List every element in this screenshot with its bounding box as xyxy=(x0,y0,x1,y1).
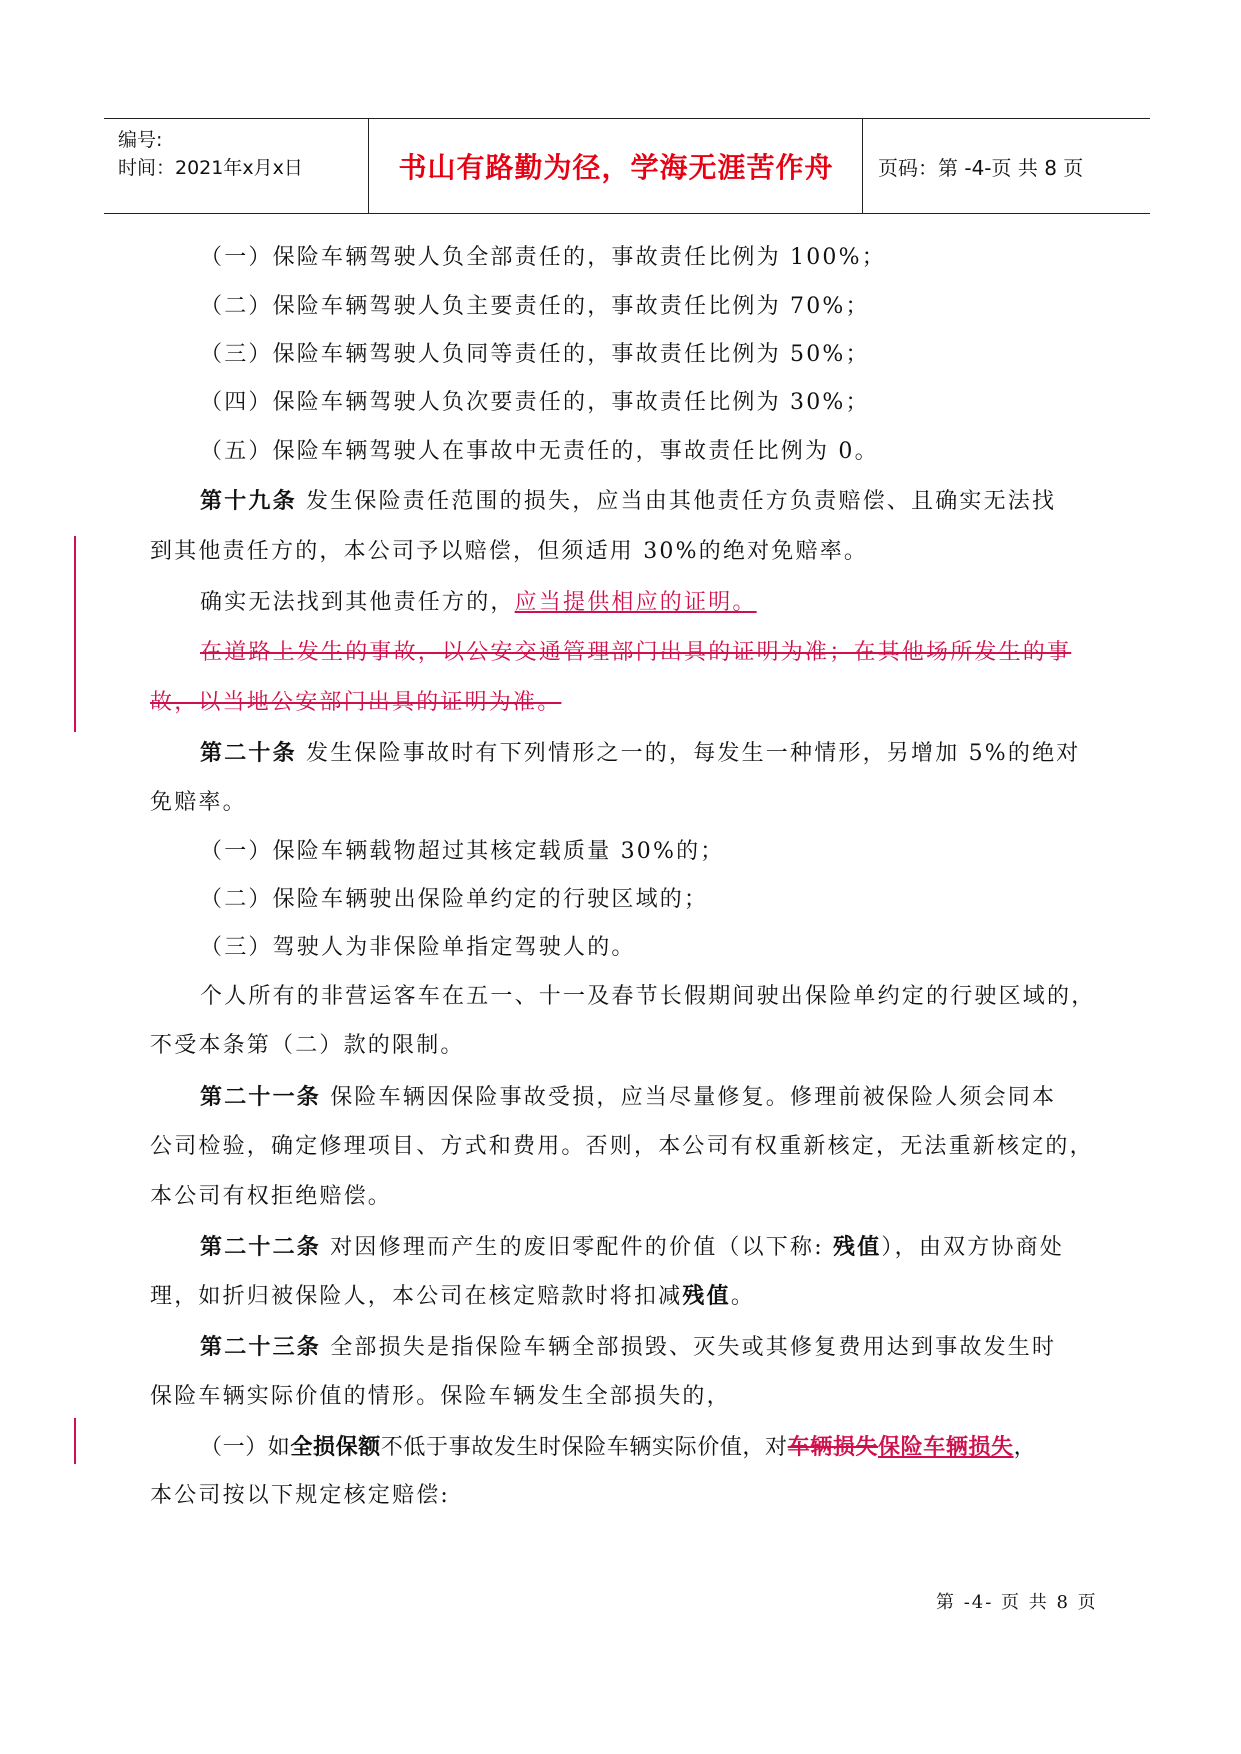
article-text: 不低于事故发生时保险车辆实际价值，对 xyxy=(380,1435,788,1460)
article-title: 第二十二条 xyxy=(200,1234,322,1260)
deleted-line xyxy=(200,638,1150,668)
article-text: 。 xyxy=(730,1284,756,1309)
article-23-paragraph xyxy=(200,1332,1150,1363)
article-20-note: 个人所有的非营运客车在五一、十一及春节长假期间驶出保险单约定的行驶区域的， xyxy=(200,984,1096,1009)
term-bold: 残值 xyxy=(682,1283,731,1309)
article-20-paragraph xyxy=(200,738,1150,769)
article-title: 第二十一条 xyxy=(200,1084,322,1110)
clause-item: （五）保险车辆驾驶人在事故中无责任的，事故责任比例为 0。 xyxy=(200,439,879,464)
term-bold: 残值 xyxy=(833,1234,882,1260)
header-page-cell xyxy=(864,119,1150,213)
inserted-text: 保险车辆损失 xyxy=(878,1434,1014,1460)
header-motto-cell xyxy=(370,119,863,213)
document-number-label: 编号: xyxy=(118,129,163,151)
deleted-text: 在道路上发生的事故，以公安交通管理部门出具的证明为准；在其他场所发生的事 xyxy=(200,640,1072,665)
note-text: 确实无法找到其他责任方的， xyxy=(200,590,515,615)
inserted-text: 应当提供相应的证明。 xyxy=(514,590,757,615)
header-page-label: 页码：第 -4-页 共 8 页 xyxy=(878,155,1084,180)
article-text: 全部损失是指保险车辆全部损毁、灭失或其修复费用达到事故发生时 xyxy=(321,1335,1057,1360)
article-title: 第二十条 xyxy=(200,740,297,766)
article-20-line: 免赔率。 xyxy=(150,790,247,815)
article-20-note: 不受本条第（二）款的限制。 xyxy=(150,1033,465,1058)
article-21-paragraph xyxy=(200,1082,1150,1113)
article-text: 理，如折归被保险人，本公司在核定赔款时将扣减 xyxy=(150,1284,683,1309)
article-19-note xyxy=(200,588,1150,618)
article-text: 发生保险事故时有下列情形之一的，每发生一种情形，另增加 5%的绝对 xyxy=(296,741,1081,766)
article-text: （一）如 xyxy=(200,1435,291,1460)
article-19-line: 到其他责任方的，本公司予以赔偿，但须适用 30%的绝对免赔率。 xyxy=(150,539,869,564)
article-title: 第二十三条 xyxy=(200,1334,322,1360)
article-text: ），由双方协商处 xyxy=(881,1235,1065,1260)
deleted-text: 故，以当地公安部门出具的证明为准。 xyxy=(150,690,562,715)
clause-item: （二）保险车辆驶出保险单约定的行驶区域的； xyxy=(200,887,709,912)
term-bold: 全损保额 xyxy=(290,1434,381,1460)
clause-item: （四）保险车辆驾驶人负次要责任的，事故责任比例为 30%； xyxy=(200,390,870,415)
article-19-paragraph xyxy=(200,486,1150,517)
revision-change-bar xyxy=(74,536,76,732)
article-23-line: 保险车辆实际价值的情形。保险车辆发生全部损失的， xyxy=(150,1384,731,1409)
deleted-text: 车辆损失 xyxy=(787,1434,879,1460)
page-header xyxy=(104,118,1150,214)
motto-text: 书山有路勤为径，学海无涯苦作舟 xyxy=(398,151,834,184)
clause-item: （一）保险车辆载物超过其核定载质量 30%的； xyxy=(200,839,725,864)
document-time-label: 时间：2021年x月x日 xyxy=(118,157,303,179)
article-21-line: 公司检验，确定修理项目、方式和费用。否则，本公司有权重新核定，无法重新核定的， xyxy=(150,1134,1094,1159)
article-23-item xyxy=(200,1432,1150,1463)
article-text: 保险车辆因保险事故受损，应当尽量修复。修理前被保险人须会同本 xyxy=(321,1085,1057,1110)
deleted-line xyxy=(150,688,1100,718)
clause-item: （二）保险车辆驾驶人负主要责任的，事故责任比例为 70%； xyxy=(200,294,870,319)
clause-item: （三）驾驶人为非保险单指定驾驶人的。 xyxy=(200,935,636,960)
clause-item: （一）保险车辆驾驶人负全部责任的，事故责任比例为 100%； xyxy=(200,245,886,270)
revision-change-bar xyxy=(74,1418,76,1464)
article-22-paragraph xyxy=(200,1232,1150,1263)
article-23-line: 本公司按以下规定核定赔偿: xyxy=(150,1483,451,1508)
article-22-line xyxy=(150,1281,1100,1312)
clause-item: （三）保险车辆驾驶人负同等责任的，事故责任比例为 50%； xyxy=(200,342,870,367)
article-text: ， xyxy=(1013,1435,1037,1460)
header-info-cell xyxy=(104,119,369,213)
article-text: 发生保险责任范围的损失，应当由其他责任方负责赔偿、且确实无法找 xyxy=(296,489,1057,514)
article-text: 对因修理而产生的废旧零配件的价值（以下称: xyxy=(321,1235,834,1260)
article-title: 第十九条 xyxy=(200,488,297,514)
article-21-line: 本公司有权拒绝赔偿。 xyxy=(150,1184,393,1209)
page-footer: 第 -4- 页 共 8 页 xyxy=(936,1592,1098,1613)
